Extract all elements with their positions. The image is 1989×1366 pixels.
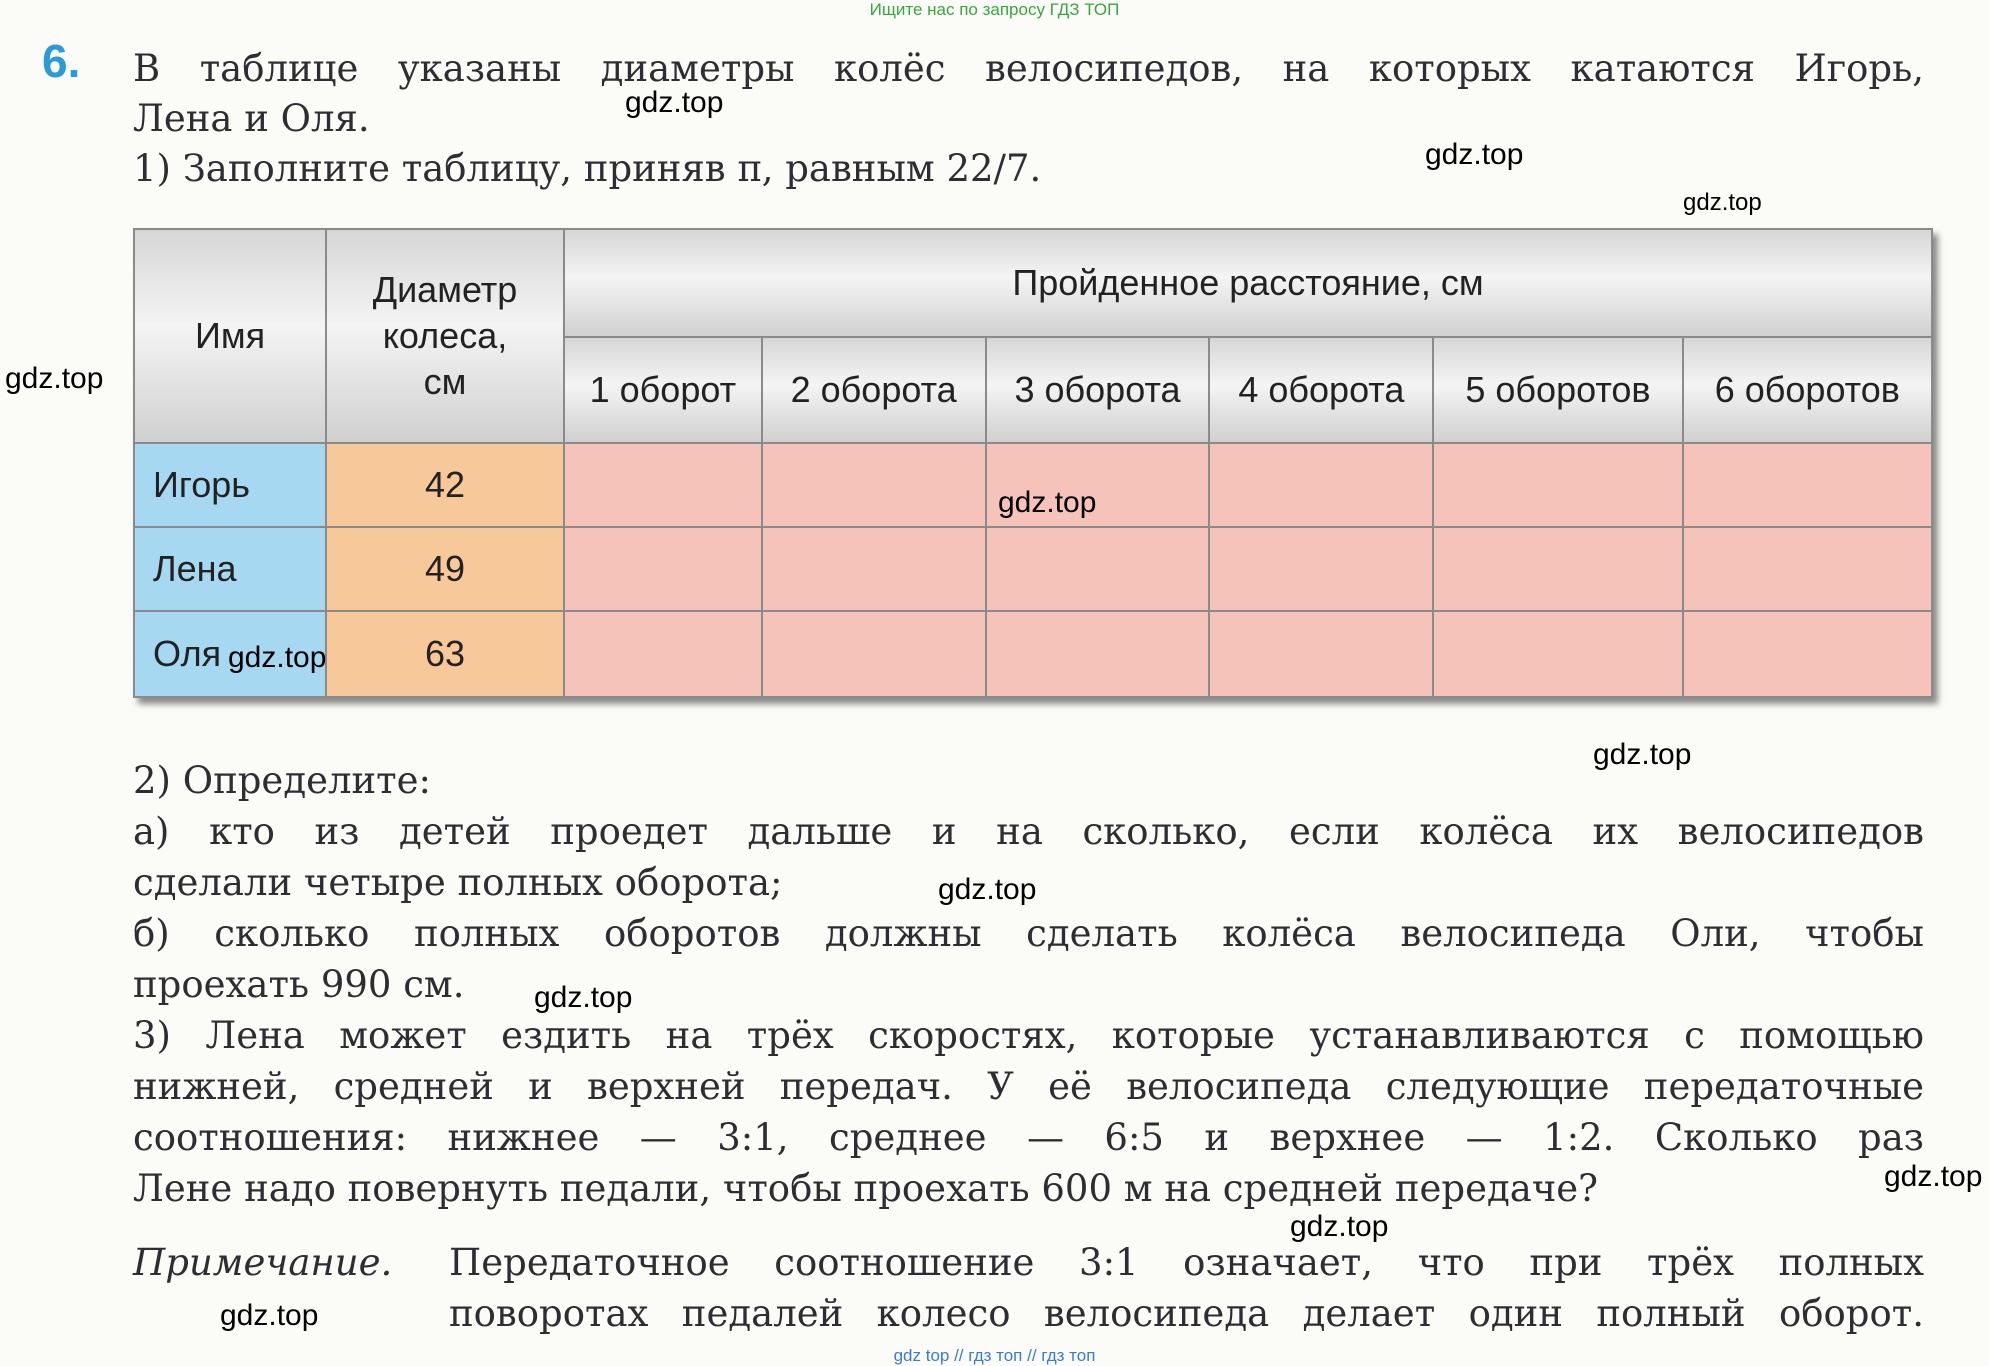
- part1-text: 1) Заполните таблицу, приняв π, равным 22/7.: [133, 147, 1042, 190]
- top-banner[interactable]: Ищите нас по запросу ГДЗ ТОП: [869, 0, 1120, 19]
- answer-cell: [986, 611, 1210, 697]
- note-line-1: Передаточное соотношение 3:1 означает, что при трёх полных: [449, 1241, 1924, 1284]
- watermark: gdz.top: [1593, 738, 1692, 771]
- header-turn-6: 6 оборотов: [1683, 337, 1932, 443]
- part3-line-3: соотношения: нижнее — 3:1, среднее — 6:5 и верхнее — 1:2. Сколько раз: [133, 1116, 1924, 1159]
- header-diameter-line-3: см: [423, 361, 467, 402]
- answer-cell: [986, 527, 1210, 611]
- task-number: 6.: [42, 35, 81, 87]
- header-diameter-line-1: Диаметр: [372, 269, 518, 310]
- header-diameter-line-2: колеса,: [382, 315, 508, 356]
- answer-cell: [762, 443, 986, 527]
- header-turn-5: 5 оборотов: [1433, 337, 1682, 443]
- table-row: [134, 611, 1932, 697]
- answer-cell: [1433, 443, 1682, 527]
- answer-cell: [1683, 443, 1932, 527]
- part2b-line-2: проехать 990 см.: [133, 963, 465, 1006]
- part3-line-1: 3) Лена может ездить на трёх скоростях, которые устанавливаются с помощью: [133, 1014, 1924, 1057]
- answer-cell: [564, 443, 762, 527]
- header-diameter: [326, 229, 564, 443]
- answer-cell: [1209, 611, 1433, 697]
- part2-heading: 2) Определите:: [133, 759, 431, 802]
- answer-cell: [1433, 611, 1682, 697]
- header-turn-3: 3 оборота: [986, 337, 1210, 443]
- watermark: gdz.top: [625, 86, 724, 119]
- watermark: gdz.top: [1884, 1160, 1983, 1193]
- answer-cell: [762, 611, 986, 697]
- header-name: Имя: [134, 229, 326, 443]
- answer-cell: [1683, 527, 1932, 611]
- watermark: gdz.top: [1683, 189, 1762, 216]
- watermark: gdz.top: [1425, 138, 1524, 171]
- row-diameter: 42: [326, 443, 564, 527]
- watermark: gdz.top: [1290, 1210, 1389, 1243]
- part3-line-2: нижней, средней и верхней передач. У её велосипеда следующие передаточные: [133, 1065, 1924, 1108]
- answer-cell: [1209, 443, 1433, 527]
- answer-cell: [1433, 527, 1682, 611]
- answer-cell: [564, 611, 762, 697]
- watermark: gdz.top: [220, 1299, 319, 1332]
- intro-line-1: В таблице указаны диаметры колёс велосипедов, на которых катаются Игорь,: [133, 47, 1924, 90]
- watermark: gdz.top: [228, 641, 327, 674]
- part3-line-4: Лене надо повернуть педали, чтобы проехать 600 м на средней передаче?: [133, 1167, 1599, 1210]
- header-turn-1: 1 оборот: [564, 337, 762, 443]
- header-turn-2: 2 оборота: [762, 337, 986, 443]
- watermark: gdz.top: [998, 486, 1097, 519]
- watermark: gdz.top: [5, 362, 104, 395]
- row-diameter: 63: [326, 611, 564, 697]
- header-distance: Пройденное расстояние, см: [564, 229, 1932, 337]
- answer-cell: [564, 527, 762, 611]
- part2b-line-1: б) сколько полных оборотов должны сделать колёса велосипеда Оли, чтобы: [133, 912, 1924, 955]
- row-name: Игорь: [134, 443, 326, 527]
- note-line-2: поворотах педалей колесо велосипеда делает один полный оборот.: [449, 1292, 1924, 1335]
- bottom-links[interactable]: gdz top // гдз топ // гдз топ: [893, 1346, 1096, 1365]
- watermark: gdz.top: [534, 981, 633, 1014]
- answer-cell: [1209, 527, 1433, 611]
- row-diameter: 49: [326, 527, 564, 611]
- part2a-line-1: а) кто из детей проедет дальше и на сколько, если колёса их велосипедов: [133, 810, 1924, 853]
- part2a-line-2: сделали четыре полных оборота;: [133, 861, 783, 904]
- watermark: gdz.top: [938, 873, 1037, 906]
- row-name: Лена: [134, 527, 326, 611]
- intro-line-2: Лена и Оля.: [133, 97, 370, 140]
- diameter-table: [133, 228, 1933, 698]
- table-row: [134, 527, 1932, 611]
- answer-cell: [762, 527, 986, 611]
- note-label: Примечание.: [133, 1241, 393, 1284]
- header-turn-4: 4 оборота: [1209, 337, 1433, 443]
- row-name: Оля: [134, 611, 326, 697]
- answer-cell: [1683, 611, 1932, 697]
